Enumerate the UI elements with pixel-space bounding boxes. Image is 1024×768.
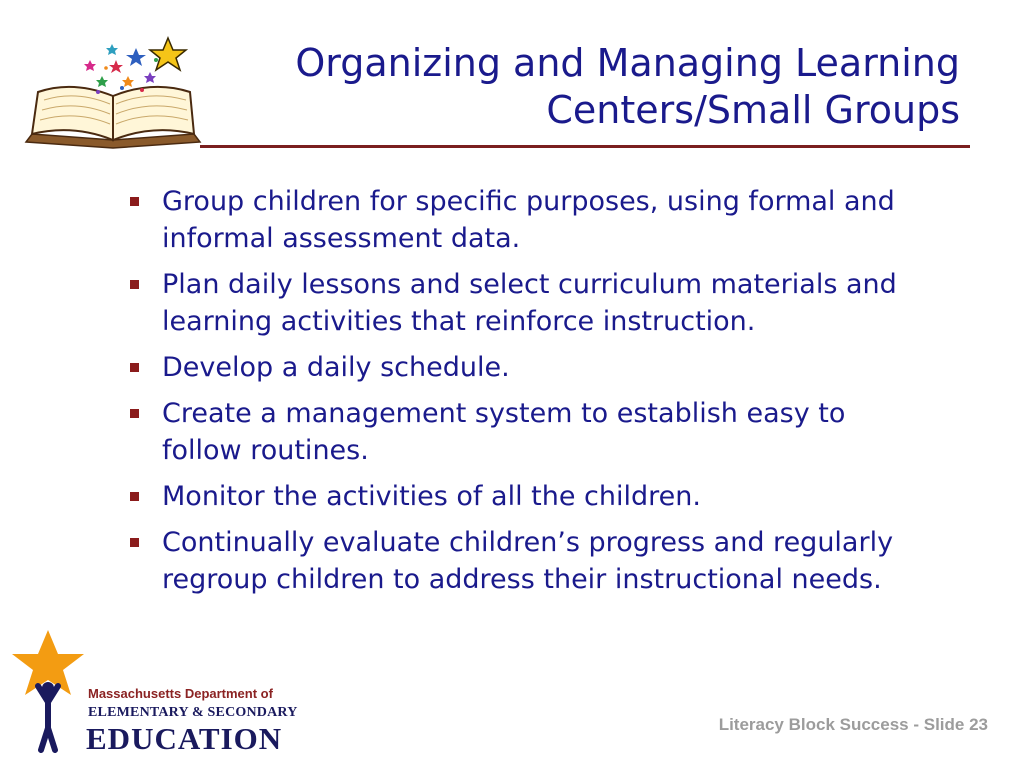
logo-line2: ELEMENTARY & SECONDARY: [88, 705, 298, 720]
square-bullet-icon: [130, 492, 139, 501]
bullet-item: [128, 395, 928, 469]
bullet-text: Create a management system to establish easy to follow routines.: [162, 398, 846, 466]
bullet-text: Group children for specific purposes, using formal and informal assessment data.: [162, 186, 895, 254]
bullet-item: [128, 183, 928, 257]
slide-title: [240, 40, 960, 134]
square-bullet-icon: [130, 409, 139, 418]
title-divider: [200, 145, 970, 148]
square-bullet-icon: [130, 363, 139, 372]
bullet-text: Continually evaluate children’s progress and regularly regroup children to address their instructional needs.: [162, 527, 894, 595]
bullet-text: Develop a daily schedule.: [162, 352, 510, 383]
logo-line1: Massachusetts Department of: [88, 686, 273, 701]
square-bullet-icon: [130, 197, 139, 206]
bullet-item: [128, 524, 928, 598]
bullet-list: [128, 183, 928, 607]
square-bullet-icon: [130, 538, 139, 547]
bullet-text: Plan daily lessons and select curriculum materials and learning activities that reinforce instruction.: [162, 269, 897, 337]
slide-title-line2: Centers/Small Groups: [546, 88, 960, 132]
slide-footer: Literacy Block Success - Slide 23: [718, 715, 988, 734]
bullet-item: [128, 478, 928, 515]
square-bullet-icon: [130, 280, 139, 289]
slide-title-line1: Organizing and Managing Learning: [295, 41, 960, 85]
open-book-stars-icon: [18, 30, 208, 152]
logo-line3: EDUCATION: [86, 721, 283, 756]
bullet-text: Monitor the activities of all the children.: [162, 481, 701, 512]
dese-logo: [10, 628, 298, 758]
bullet-item: [128, 266, 928, 340]
bullet-item: [128, 349, 928, 386]
